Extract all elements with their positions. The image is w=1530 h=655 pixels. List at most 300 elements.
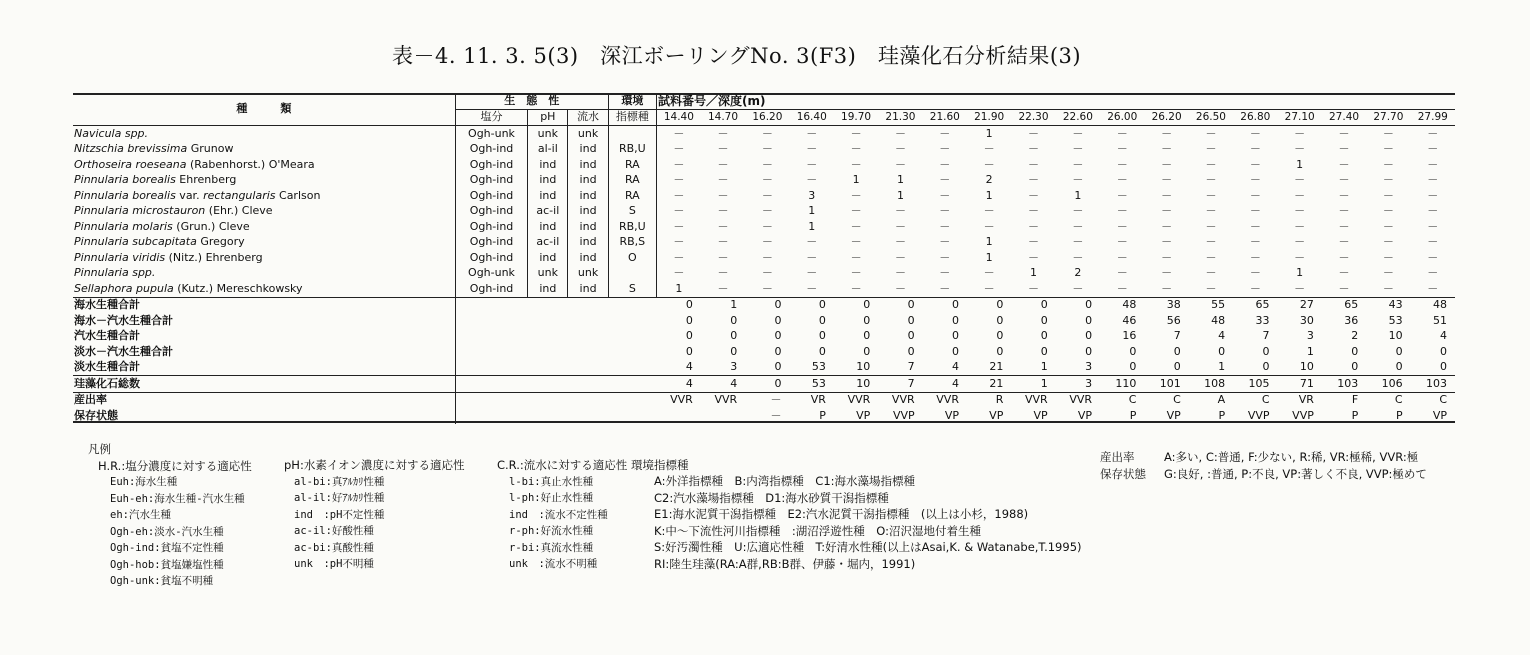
summary-cell: VVR <box>670 393 693 407</box>
summary-cell: VP <box>1166 408 1181 422</box>
legend-ph-title: pH:水素イオン濃度に対する適応性 <box>284 458 465 472</box>
count-cell: － <box>1249 266 1261 280</box>
count-cell: － <box>983 281 995 295</box>
diatom-table <box>73 93 1455 424</box>
legend-cr-item: ind :流水不定性種 <box>509 508 608 521</box>
summary-cell: 0 <box>1129 344 1137 358</box>
count-cell: － <box>717 266 729 280</box>
ph-cell: ind <box>528 157 568 173</box>
legend-ph-item: ac-bi:真酸性種 <box>294 541 374 554</box>
summary-cell: 0 <box>1173 360 1181 374</box>
count-cell: － <box>850 250 862 264</box>
count-cell: － <box>806 235 818 249</box>
species-name-cell <box>73 219 455 235</box>
flow-cell: ind <box>568 281 608 297</box>
summary-cell: 36 <box>1344 313 1359 327</box>
count-cell: － <box>939 219 951 233</box>
count-cell: － <box>1338 235 1350 249</box>
summary-cell: 0 <box>1395 360 1403 374</box>
count-cell: － <box>939 281 951 295</box>
env-cell: O <box>608 250 656 266</box>
summary-cell: 10 <box>1299 360 1314 374</box>
legend-ph <box>284 457 464 573</box>
table-row <box>73 235 1455 251</box>
summary-label: 淡水生種合計 <box>74 360 140 374</box>
summary-cell: 0 <box>745 376 789 393</box>
summary-cell: VP <box>944 408 959 422</box>
count-cell: － <box>1249 204 1261 218</box>
summary-cell: 0 <box>730 329 738 343</box>
summary-cell: 0 <box>951 313 959 327</box>
summary-cell: 0 <box>996 313 1004 327</box>
count-cell: － <box>717 126 729 140</box>
species-name-cell <box>73 173 455 189</box>
count-cell: － <box>1249 235 1261 249</box>
summary-cell: 55 <box>1189 297 1233 313</box>
count-cell: － <box>761 219 773 233</box>
species-name-cell <box>73 281 455 297</box>
count-cell: － <box>894 126 906 140</box>
summary-cell <box>701 408 745 424</box>
summary-cell: 0 <box>863 329 871 343</box>
count-cell: － <box>1116 250 1128 264</box>
count-cell: 2 <box>985 173 993 187</box>
table-row <box>73 173 1455 189</box>
env-cell: RB,U <box>608 142 656 158</box>
ph-cell: ind <box>528 281 568 297</box>
summary-label: 汽水生種合計 <box>74 329 140 343</box>
count-cell: － <box>1072 173 1084 187</box>
table-row <box>73 126 1455 142</box>
count-cell: 1 <box>852 173 860 187</box>
count-cell: － <box>1028 188 1040 202</box>
summary-cell: 43 <box>1366 297 1410 313</box>
summary-cell: 4 <box>1218 329 1226 343</box>
summary-cell: 0 <box>834 297 878 313</box>
count-cell: － <box>850 219 862 233</box>
count-cell: － <box>1427 204 1439 218</box>
count-cell: － <box>806 173 818 187</box>
summary-cell: 0 <box>774 344 782 358</box>
count-cell: － <box>673 142 685 156</box>
summary-cell: 7 <box>907 360 915 374</box>
count-cell: － <box>1028 126 1040 140</box>
count-cell: － <box>939 250 951 264</box>
summary-cell: 4 <box>656 376 700 393</box>
depth-header: 21.30 <box>878 109 922 126</box>
count-cell: － <box>1116 204 1128 218</box>
depth-header: 26.00 <box>1100 109 1144 126</box>
summary-cell: 0 <box>656 297 700 313</box>
count-cell: － <box>1205 157 1217 171</box>
summary-cell: 48 <box>1211 313 1226 327</box>
species-name: Nitzschia brevissima <box>74 142 188 156</box>
summary-row <box>73 376 1455 393</box>
summary-cell: 0 <box>907 329 915 343</box>
count-cell: － <box>1205 126 1217 140</box>
species-name: Pinnularia viridis <box>74 250 166 264</box>
species-authority: (Kutz.) Mereschkowsky <box>173 281 303 295</box>
summary-cell: VVR <box>936 393 959 407</box>
count-cell: 1 <box>808 204 816 218</box>
count-cell: － <box>850 142 862 156</box>
summary-cell: 0 <box>730 313 738 327</box>
ph-cell: unk <box>528 126 568 142</box>
species-name: Pinnularia microstauron <box>74 204 206 218</box>
count-cell: － <box>673 204 685 218</box>
salinity-cell: Ogh-ind <box>455 157 527 173</box>
summary-cell: 0 <box>1440 360 1447 374</box>
species-name: Pinnularia borealis <box>74 188 176 202</box>
summary-cell: 53 <box>1388 313 1403 327</box>
summary-cell: 65 <box>1322 297 1366 313</box>
count-cell: － <box>1028 142 1040 156</box>
count-cell: － <box>673 250 685 264</box>
species-name-cell <box>73 188 455 204</box>
summary-blank <box>455 392 656 408</box>
flow-cell: ind <box>568 173 608 189</box>
count-cell: － <box>1116 266 1128 280</box>
count-cell: － <box>1249 173 1261 187</box>
count-cell: － <box>1427 219 1439 233</box>
legend-cr-item: unk :流水不明種 <box>509 558 598 570</box>
summary-cell: 0 <box>790 297 834 313</box>
species-authority: var. <box>175 188 204 202</box>
legend-hr-item: Euh:海水生種 <box>110 476 178 488</box>
salinity-cell: Ogh-ind <box>455 204 527 220</box>
species-name: Sellaphora pupula <box>74 281 174 295</box>
count-cell: 1 <box>985 188 993 202</box>
summary-cell: VVP <box>1247 408 1270 422</box>
env-cell: RB,U <box>608 219 656 235</box>
summary-cell: 4 <box>951 360 959 374</box>
count-cell: － <box>1294 250 1306 264</box>
legend-hr-item: eh:汽水生種 <box>110 509 171 521</box>
count-cell: － <box>761 250 773 264</box>
summary-cell: 1 <box>701 297 745 313</box>
count-cell: － <box>717 188 729 202</box>
summary-cell: VVR <box>1025 393 1048 407</box>
legend-env-item: S:好汚濁性種 U:広適応性種 T:好清水性種(以上はAsai,K. & Watanabe,T.1995) <box>654 540 1082 554</box>
count-cell: － <box>1294 219 1306 233</box>
summary-cell: 0 <box>1011 297 1055 313</box>
summary-label: 産出率 <box>74 393 107 407</box>
count-cell: － <box>1116 281 1128 295</box>
summary-cell: 0 <box>878 297 922 313</box>
summary-cell: － <box>770 393 782 407</box>
legend-env-title: 環境指標種 <box>630 458 689 472</box>
summary-cell: 0 <box>951 344 959 358</box>
depth-header: 27.70 <box>1366 109 1410 126</box>
count-cell: 1 <box>1074 188 1082 202</box>
count-cell: 1 <box>896 173 904 187</box>
count-cell: － <box>1072 281 1084 295</box>
count-cell: － <box>850 126 862 140</box>
count-cell: － <box>939 266 951 280</box>
summary-cell: 33 <box>1255 313 1270 327</box>
summary-cell: 21 <box>967 376 1011 393</box>
count-cell: － <box>1427 266 1439 280</box>
depth-header: 27.99 <box>1411 109 1455 126</box>
count-cell: － <box>717 142 729 156</box>
summary-cell: A <box>1217 393 1226 407</box>
legend-hr-title: H.R.:塩分濃度に対する適応性 <box>98 458 252 473</box>
species-name-cell <box>73 266 455 282</box>
summary-cell: 38 <box>1144 297 1188 313</box>
flow-cell: unk <box>568 126 608 142</box>
count-cell: － <box>717 204 729 218</box>
legend-ph-item: ind :pH不定性種 <box>294 508 385 521</box>
env-header-2: 指標種 <box>608 109 656 126</box>
count-cell: － <box>1205 173 1217 187</box>
count-cell: － <box>1427 157 1439 171</box>
summary-cell: 0 <box>685 344 693 358</box>
count-cell: － <box>1161 204 1173 218</box>
count-cell: － <box>1028 235 1040 249</box>
count-cell: － <box>850 235 862 249</box>
summary-cell: 7 <box>1262 329 1270 343</box>
count-cell: － <box>1072 250 1084 264</box>
species-name-cell <box>73 235 455 251</box>
summary-cell: 0 <box>1351 344 1359 358</box>
count-cell: － <box>761 142 773 156</box>
count-cell: － <box>1427 142 1439 156</box>
env-cell: S <box>608 204 656 220</box>
summary-cell: 1 <box>1040 360 1048 374</box>
summary-cell: 30 <box>1299 313 1314 327</box>
count-cell: － <box>1028 281 1040 295</box>
species-authority: Ehrenberg <box>175 173 237 187</box>
count-cell: － <box>717 250 729 264</box>
env-cell <box>608 266 656 282</box>
count-cell: － <box>806 142 818 156</box>
table-row <box>73 250 1455 266</box>
summary-cell: VVR <box>847 393 871 407</box>
summary-row <box>73 329 1455 345</box>
count-cell: － <box>1028 173 1040 187</box>
count-cell: － <box>717 281 729 295</box>
legend-hr-item: Ogh-eh:淡水-汽水生種 <box>110 525 224 538</box>
summary-cell: VP <box>856 408 871 422</box>
ph-cell: unk <box>528 266 568 282</box>
count-cell: － <box>850 266 862 280</box>
flow-cell: ind <box>568 204 608 220</box>
count-cell: － <box>939 204 951 218</box>
summary-cell: 51 <box>1433 313 1447 327</box>
count-cell: － <box>1205 219 1217 233</box>
count-cell: － <box>673 126 685 140</box>
legend-env-item: C2:汽水藻場指標種 D1:海水砂質干潟指標種 <box>654 490 889 505</box>
count-cell: － <box>806 266 818 280</box>
count-cell: － <box>1028 204 1040 218</box>
count-cell: － <box>939 157 951 171</box>
count-cell: － <box>1427 188 1439 202</box>
legend-env-item: E1:海水泥質干潟指標種 E2:汽水泥質干潟指標種 (以上は小杉，1988) <box>654 507 1029 521</box>
summary-row <box>73 344 1455 360</box>
summary-cell: 0 <box>1395 344 1403 358</box>
summary-cell: 0 <box>685 313 693 327</box>
count-cell: － <box>894 266 906 280</box>
table-row <box>73 281 1455 297</box>
summary-cell: F <box>1351 393 1359 407</box>
count-cell: － <box>1427 173 1439 187</box>
count-cell: 1 <box>985 235 993 249</box>
species-name: Pinnularia subcapitata <box>74 235 197 249</box>
summary-cell: 2 <box>1351 329 1359 343</box>
species-authority: (Rabenhorst.) O'Meara <box>186 157 315 171</box>
species-authority: (Ehr.) Cleve <box>205 204 273 218</box>
summary-label: 海水生種合計 <box>73 297 455 313</box>
count-cell: － <box>761 266 773 280</box>
salinity-cell: Ogh-unk <box>455 266 527 282</box>
count-cell: － <box>1382 204 1394 218</box>
summary-cell: 0 <box>1040 329 1048 343</box>
depth-header: 26.50 <box>1189 109 1233 126</box>
count-cell: － <box>983 204 995 218</box>
count-cell: － <box>673 173 685 187</box>
summary-cell: 65 <box>1233 297 1277 313</box>
flow-cell: ind <box>568 142 608 158</box>
sample-header: 試料番号／深度(m) <box>656 93 1455 109</box>
legend-rate <box>1100 449 1427 482</box>
summary-cell: 105 <box>1233 376 1277 393</box>
count-cell: － <box>806 126 818 140</box>
count-cell: － <box>673 188 685 202</box>
count-cell: － <box>761 126 773 140</box>
summary-blank <box>455 344 656 360</box>
count-cell: － <box>673 157 685 171</box>
count-cell: － <box>1161 188 1173 202</box>
summary-cell: － <box>770 408 782 422</box>
depth-header: 22.30 <box>1011 109 1055 126</box>
env-header: 環境 <box>608 93 656 109</box>
summary-cell: 0 <box>907 313 915 327</box>
count-cell: － <box>894 235 906 249</box>
summary-cell: 0 <box>1173 344 1181 358</box>
count-cell: － <box>806 250 818 264</box>
count-cell: － <box>894 204 906 218</box>
count-cell: － <box>1382 235 1394 249</box>
count-cell: － <box>1294 281 1306 295</box>
count-cell: － <box>1427 126 1439 140</box>
summary-cell: P <box>1395 408 1403 422</box>
summary-cell: 0 <box>1085 344 1093 358</box>
depth-header: 27.40 <box>1322 109 1366 126</box>
summary-cell: 0 <box>863 313 871 327</box>
summary-cell: 4 <box>923 376 967 393</box>
count-cell: － <box>894 219 906 233</box>
count-cell: － <box>717 157 729 171</box>
ph-cell: ind <box>528 250 568 266</box>
count-cell: － <box>1338 173 1350 187</box>
summary-cell: 71 <box>1278 376 1322 393</box>
legend-ph-item: unk :pH不明種 <box>294 558 374 570</box>
count-cell: 1 <box>1296 266 1304 280</box>
legend-ph-item: al-il:好ｱﾙｶﾘ性種 <box>294 492 385 504</box>
summary-cell: 4 <box>685 360 693 374</box>
summary-cell: VP <box>1432 408 1447 422</box>
count-cell: － <box>1427 250 1439 264</box>
summary-cell: C <box>1173 393 1181 407</box>
env-cell: RA <box>608 173 656 189</box>
summary-cell: 0 <box>1262 360 1270 374</box>
summary-cell: 0 <box>685 329 693 343</box>
legend-cr-title: C.R.:流水に対する適応性 <box>497 458 628 472</box>
depth-header: 16.40 <box>790 109 834 126</box>
summary-cell: VVR <box>1069 393 1093 407</box>
count-cell: － <box>1338 204 1350 218</box>
summary-blank <box>455 329 656 345</box>
count-cell: － <box>1161 142 1173 156</box>
species-name-cell <box>73 204 455 220</box>
summary-cell: 46 <box>1122 313 1137 327</box>
count-cell: － <box>983 157 995 171</box>
summary-cell: VVP <box>1292 408 1314 422</box>
count-cell: － <box>939 235 951 249</box>
count-cell: － <box>761 281 773 295</box>
count-cell: － <box>1072 126 1084 140</box>
species-name-cell <box>73 142 455 158</box>
count-cell: － <box>1249 142 1261 156</box>
summary-cell: 4 <box>701 376 745 393</box>
summary-cell: P <box>1218 408 1226 422</box>
count-cell: 2 <box>1074 266 1082 280</box>
summary-cell: 0 <box>1440 344 1447 358</box>
count-cell: － <box>1116 173 1128 187</box>
salinity-cell: Ogh-ind <box>455 219 527 235</box>
salinity-header: 塩分 <box>455 109 527 126</box>
count-cell: 1 <box>675 281 683 295</box>
count-cell: － <box>1294 188 1306 202</box>
legend-cr-item: r-ph:好流水性種 <box>509 525 594 537</box>
summary-cell: 101 <box>1144 376 1188 393</box>
count-cell: － <box>939 142 951 156</box>
ph-cell: ac-il <box>528 204 568 220</box>
count-cell: － <box>1161 235 1173 249</box>
summary-blank <box>455 376 656 393</box>
count-cell: 3 <box>808 188 816 202</box>
species-authority: (Nitz.) Ehrenberg <box>165 250 263 264</box>
summary-cell: 106 <box>1366 376 1410 393</box>
count-cell: － <box>1161 250 1173 264</box>
summary-cell <box>656 408 700 424</box>
legend-ph-item: ac-il:好酸性種 <box>294 525 374 537</box>
summary-cell: 0 <box>996 329 1004 343</box>
count-cell: － <box>1382 188 1394 202</box>
count-cell: － <box>806 157 818 171</box>
legend-env-item: K:中～下流性河川指標種 :湖沼浮遊性種 O:沼沢湿地付着生種 <box>654 523 982 538</box>
count-cell: － <box>1338 126 1350 140</box>
species-authority: (Grun.) Cleve <box>172 219 250 233</box>
flow-cell: ind <box>568 219 608 235</box>
count-cell: － <box>1294 126 1306 140</box>
count-cell: － <box>673 266 685 280</box>
count-cell: － <box>717 173 729 187</box>
count-cell: － <box>1382 126 1394 140</box>
count-cell: － <box>1205 142 1217 156</box>
count-cell: 1 <box>808 219 816 233</box>
ph-cell: al-il <box>528 142 568 158</box>
count-cell: － <box>1205 250 1217 264</box>
count-cell: － <box>1161 281 1173 295</box>
ph-header: pH <box>528 109 568 126</box>
env-cell: RA <box>608 157 656 173</box>
count-cell: － <box>894 281 906 295</box>
summary-cell: VP <box>1077 408 1093 422</box>
summary-cell: 16 <box>1122 329 1137 343</box>
summary-cell: 0 <box>923 297 967 313</box>
species-name-cell <box>73 250 455 266</box>
